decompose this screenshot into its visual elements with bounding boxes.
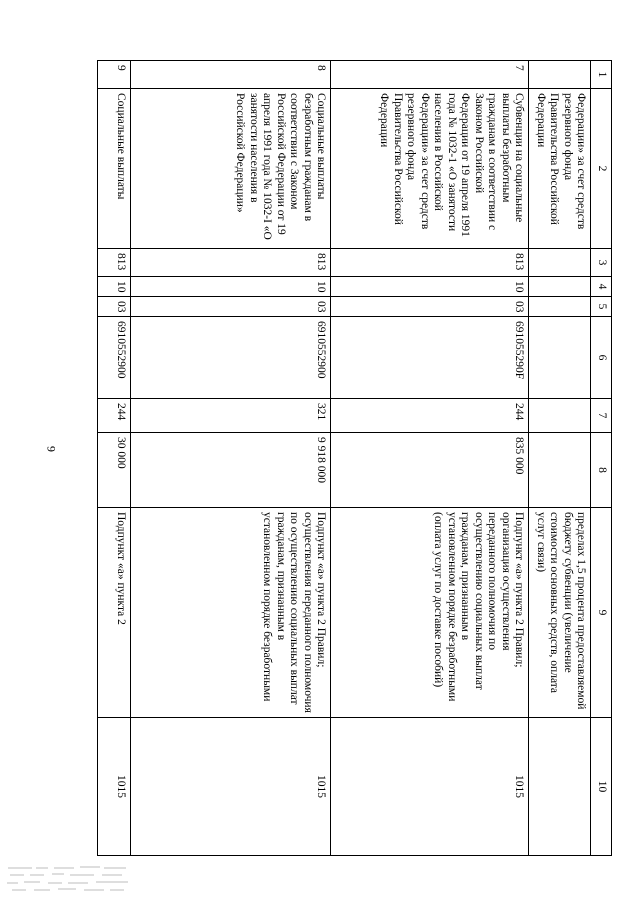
column-header: 10	[591, 718, 612, 856]
column-header: 3	[591, 249, 612, 277]
subsection-code: 03	[98, 297, 131, 317]
table-row	[98, 61, 131, 856]
ministry-code	[529, 249, 591, 277]
section-code	[529, 277, 591, 297]
amount	[529, 433, 591, 508]
purpose: Подпункт «а» пункта 2 Правил; осуществления переданного полномочия по осуществлению социальных выплат гражданам, признанным в установленном порядке безработными	[131, 508, 331, 718]
column-header: 6	[591, 317, 612, 399]
item-name: Социальные выплаты	[98, 89, 131, 249]
target-article-code: 6910552900	[131, 317, 331, 399]
purpose: пределах 1,5 процента предоставляемой бюджету субвенции (увеличение стоимости основных средств, оплата услуг связи)	[529, 508, 591, 718]
target-article-code: 691055290F	[331, 317, 529, 399]
table-row	[529, 61, 591, 856]
column-header: 7	[591, 399, 612, 433]
code	[529, 718, 591, 856]
code: 1015	[331, 718, 529, 856]
column-header: 9	[591, 508, 612, 718]
table-row	[331, 61, 529, 856]
expense-type-code: 244	[98, 399, 131, 433]
subsection-code: 03	[331, 297, 529, 317]
expense-type-code: 321	[131, 399, 331, 433]
table-container	[97, 60, 612, 855]
code: 1015	[131, 718, 331, 856]
section-code: 10	[98, 277, 131, 297]
purpose: Подпункт «а» пункта 2	[98, 508, 131, 718]
column-header: 4	[591, 277, 612, 297]
amount: 835 000	[331, 433, 529, 508]
item-name: Федерации» за счет средств резервного фонда Правительства Российской Федерации	[529, 89, 591, 249]
ministry-code: 813	[98, 249, 131, 277]
target-article-code	[529, 317, 591, 399]
section-code: 10	[131, 277, 331, 297]
section-code: 10	[331, 277, 529, 297]
target-article-code: 6910552900	[98, 317, 131, 399]
scan-stamp-mark	[4, 862, 134, 896]
row-number	[529, 61, 591, 89]
subsection-code	[529, 297, 591, 317]
expense-type-code: 244	[331, 399, 529, 433]
column-header: 8	[591, 433, 612, 508]
item-name: Субвенции на социальные выплаты безработным гражданам в соответствии с Законом Российской Федерации от 19 апреля 1991 года № 1032-1 «О занятости населения в Российской Федерации» за счет средств резервного фонда Правительства Российской Федерации	[331, 89, 529, 249]
row-number: 9	[98, 61, 131, 89]
ministry-code: 813	[331, 249, 529, 277]
table-row	[131, 61, 331, 856]
row-number: 8	[131, 61, 331, 89]
ministry-code: 813	[131, 249, 331, 277]
expense-type-code	[529, 399, 591, 433]
budget-table	[97, 60, 612, 856]
column-header: 2	[591, 89, 612, 249]
purpose: Подпункт «а» пункта 2 Правил; организация осуществления переданного полномочия по осуществлению социальных выплат гражданам, признанным в установленном порядке безработными (оплата услуг по доставке пособий)	[331, 508, 529, 718]
code: 1015	[98, 718, 131, 856]
subsection-code: 03	[131, 297, 331, 317]
column-header: 1	[591, 61, 612, 89]
column-header: 5	[591, 297, 612, 317]
amount: 9 918 000	[131, 433, 331, 508]
row-number: 7	[331, 61, 529, 89]
item-name: Социальные выплаты безработным гражданам в соответствии с Законом Российской Федерации от 19 апреля 1991 года № 1032-I «О занятости населения в Российской Федерации»	[131, 89, 331, 249]
header-row	[591, 61, 612, 856]
page-number: 6	[44, 446, 58, 452]
amount: 30 000	[98, 433, 131, 508]
